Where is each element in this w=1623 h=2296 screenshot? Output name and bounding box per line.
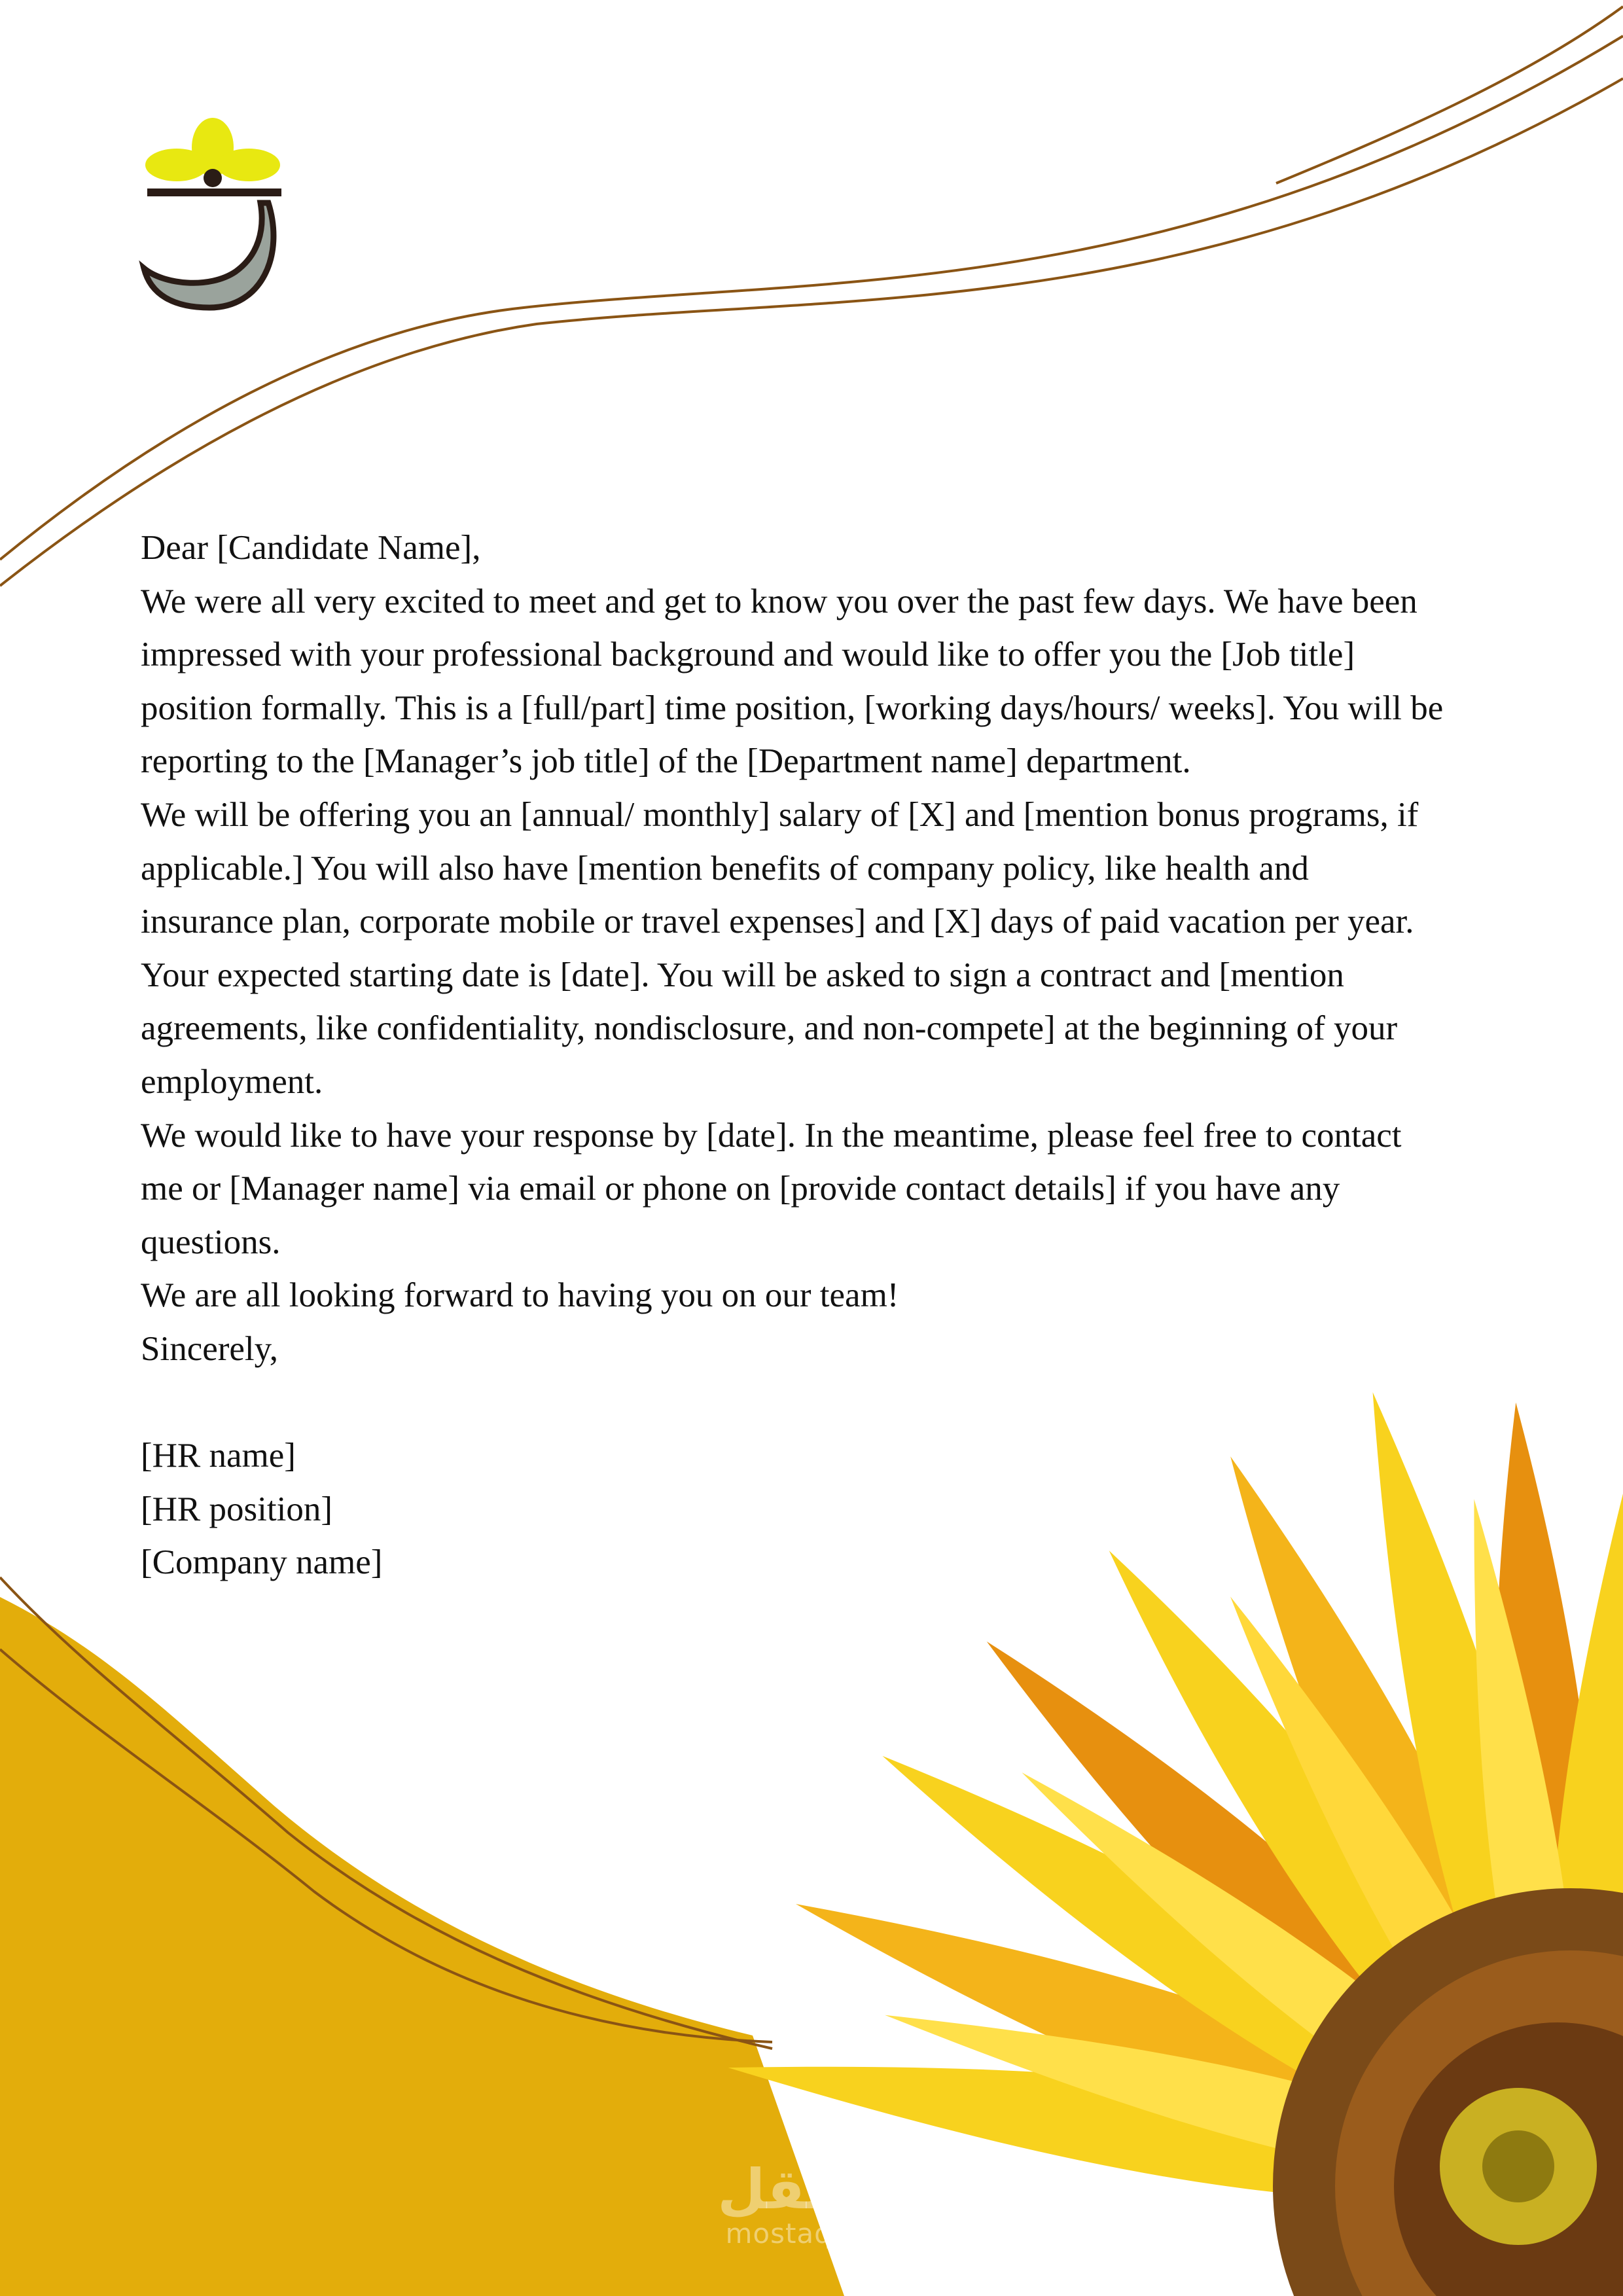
letter-closing: Sincerely, bbox=[141, 1329, 278, 1368]
watermark-arabic: مستقل bbox=[717, 2157, 919, 2221]
letter-blank-line bbox=[141, 1376, 1450, 1430]
sunflower-center-dot bbox=[1482, 2130, 1554, 2202]
logo-cup bbox=[147, 188, 281, 196]
letter-paragraph: We will be offering you an [annual/ monthly] salary of [X] and [mention bonus programs, if applicable.] You will also have [mention benefits of company policy, like health and insurance plan, corporate mobile or travel expenses] and [X] days of paid vacation per year. bbox=[141, 795, 1419, 941]
letter-paragraph: We would like to have your response by [date]. In the meantime, please feel free to contact me or [Manager name] via email or phone on [provide contact details] if you have any questions. bbox=[141, 1116, 1402, 1261]
flower-cup-logo bbox=[137, 118, 288, 314]
watermark-latin: mostaql.com bbox=[725, 2217, 911, 2250]
letter-greeting: Dear [Candidate Name], bbox=[141, 529, 481, 567]
letter-body bbox=[141, 522, 1450, 1590]
signature-company-name: [Company name] bbox=[141, 1543, 383, 1582]
letter-paragraph: We were all very excited to meet and get to know you over the past few days. We have been impressed with your professional background and would like to offer you the [Job title] position formally. This is a [full/part] time position, [working days/hours/ weeks]. You will be reporting to the [Manager’s job title] of the [Department name] department. bbox=[141, 582, 1444, 781]
logo-bowl bbox=[144, 203, 274, 308]
signature-hr-position: [HR position] bbox=[141, 1490, 332, 1528]
watermark bbox=[707, 2157, 929, 2250]
letter-paragraph: We are all looking forward to having you on our team! bbox=[141, 1276, 899, 1315]
letter-paragraph: Your expected starting date is [date]. You will be asked to sign a contract and [mention agreements, like confidentiality, nondisclosure, and non-compete] at the beginning of your employment. bbox=[141, 956, 1398, 1101]
signature-hr-name: [HR name] bbox=[141, 1437, 296, 1475]
